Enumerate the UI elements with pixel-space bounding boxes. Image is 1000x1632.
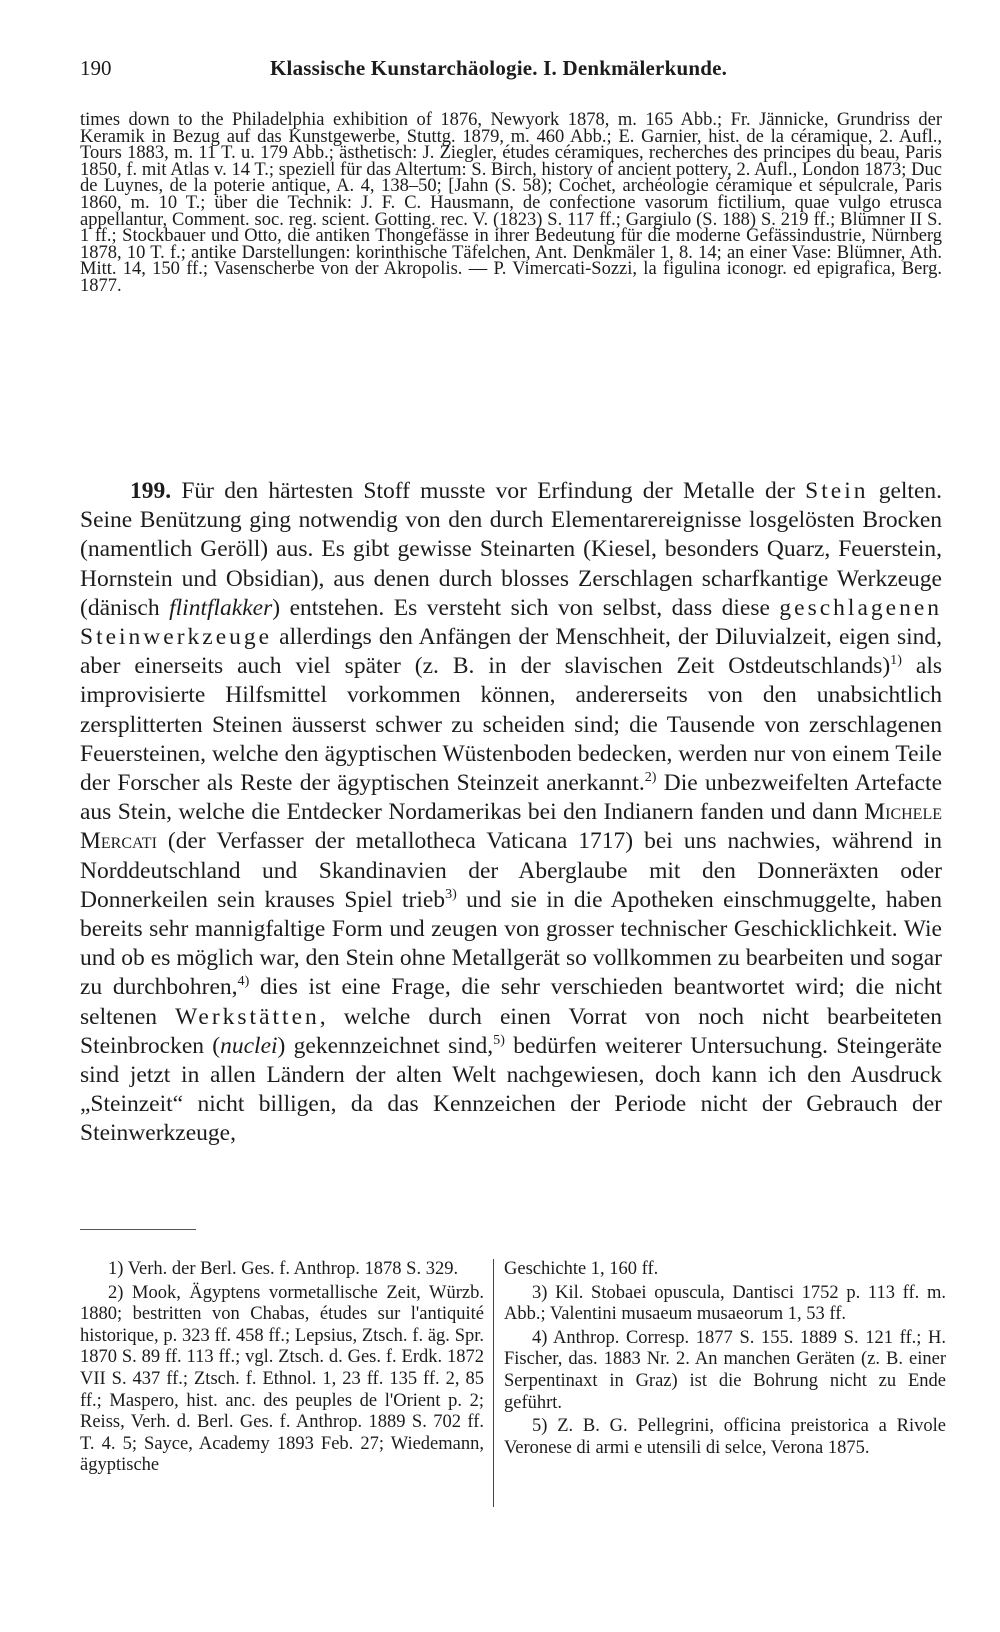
footnote-3: 3) Kil. Stobaei opuscula, Dantisci 1752 p. 113 ff. m. Abb.; Valentini musaeum musaeorum 1, 53 ff. [504, 1282, 946, 1325]
footnotes-left-column [80, 1259, 484, 1479]
text-segment: und sie in die Apotheken einschmuggelte, haben bereits sehr mannigfaltige Form und zeugen von grosser technischer Geschicklichkeit. Wie und ob es möglich war, den Stein ohne Metallgerät so vollkommen zu bearbeiten und sogar zu durchbohren, [80, 886, 942, 1001]
footnote-ref-3: 3) [445, 886, 457, 903]
page-header [80, 56, 940, 86]
name-michele-mercati: Michele Mercati [80, 799, 942, 855]
text-segment: , welche durch einen Vorrat von noch nicht bearbeiteten Steinbrocken ( [80, 1003, 942, 1059]
emphasis-stein: Stein [805, 478, 869, 504]
footnote-5: 5) Z. B. G. Pellegrini, officina preistorica a Rivole Veronese di armi e utensili di selce, Verona 1875. [504, 1416, 946, 1458]
text-segment: (der Verfasser der metallotheca Vaticana 1717) bei uns nachwies, während in Norddeutschland und Skandinavien der Aberglaube mit den Donneräxten oder Donnerkeilen sein krauses Spiel trieb [80, 828, 942, 913]
footnote-1: 1) Verh. der Berl. Ges. f. Anthrop. 1878 S. 329. [108, 1259, 459, 1279]
term-nuclei: nuclei [220, 1032, 278, 1059]
text-segment: allerdings den Anfängen der Menschheit, der Diluvialzeit, eigen sind, aber einerseits auch viel später (z. B. in der slavischen Zeit Ostdeutschlands) [80, 624, 942, 680]
text-segment: gelten. Seine Benützung ging notwendig von den durch Elementarereignisse losgelösten Brocken (namentlich Geröll) aus. Es gibt gewisse Steinarten (Kiesel, besonders Quarz, Feuerstein, Hornstein und Obsidian), aus denen durch blosses Zerschlagen scharfkantige Werkzeuge (dänisch [80, 478, 942, 621]
text-segment: dies ist eine Frage, die sehr verschieden beantwortet wird; die nicht seltenen [80, 974, 942, 1030]
footnotes-right-column [504, 1259, 946, 1461]
bibliography-text: times down to the Philadelphia exhibition of 1876, Newyork 1878, m. 165 Abb.; Fr. Jännicke, Grundriss der Keramik in Bezug auf das Kunstgewerbe, Stuttg. 1879, m. 460 Abb.; E. Garnier, hist. de la céramique, 2. Aufl., Tours 1883, m. 11 T. u. 179 Abb.; ästhetisch: J. Ziegler, études céramiques, recherches des principes du beau, Paris 1850, f. mit Atlas v. 14 T.; speziell für das Altertum: S. Birch, history of ancient pottery, 2. Aufl., London 1873; Duc de Luynes, de la poterie antique, A. 4, 138–50; [Jahn (S. 58); Cochet, archéologie céramique et sépulcrale, Paris 1860, m. 10 T.; über die Technik: J. F. C. Hausmann, de confectione vasorum fictilium, quae vulgo etrusca appellantur, Comment. soc. reg. scient. Gotting. rec. V. (1823) S. 117 ff.; Gargiulo (S. 188) S. 219 ff.; Blümner II S. 1 ff.; Stockbauer und Otto, die antiken Thongefässe in ihrer Bedeutung für die moderne Gefässindustrie, Nürnberg 1878, 10 T. f.; antike Darstellungen: korinthische Täfelchen, Ant. Denkmäler 1, 8. 14; an einer Vase: Blümner, Ath. Mitt. 14, 150 ff.; Vasenscherbe von der Akropolis. — P. Vimercati-Sozzi, la figulina iconogr. ed epigrafica, Berg. 1877. [80, 110, 942, 296]
term-flintflakker: flintflakker [169, 594, 273, 621]
footnote-ref-5: 5) [493, 1032, 505, 1049]
footnote-separator [80, 1229, 196, 1230]
footnote-ref-4: 4) [237, 973, 250, 990]
text-segment: Für den härtesten Stoff musste vor Erfindung der Metalle der [171, 478, 806, 504]
bibliography-block [80, 112, 942, 295]
footnote-ref-2: 2) [644, 769, 657, 786]
footnote-2-continuation: Geschichte 1, 160 ff. [504, 1259, 659, 1279]
column-divider [493, 1259, 494, 1507]
footnote-ref-1: 1) [890, 652, 902, 669]
footnote-4: 4) Anthrop. Corresp. 1877 S. 155. 1889 S. 121 ff.; H. Fischer, das. 1883 Nr. 2. An manchen Geräten (z. B. einer Serpentinaxt in Graz) ist die Bohrung nicht zu Ende geführt. [504, 1327, 946, 1413]
emphasis-werkstaetten: Werkstätten [175, 1003, 320, 1030]
section-number: 199. [130, 478, 172, 504]
emphasis-geschlagenen-steinwerkzeuge: geschlagenen Steinwerkzeuge [80, 594, 942, 651]
footnote-2: 2) Mook, Ägyptens vormetallische Zeit, Würzb. 1880; bestritten von Chabas, études sur l'antiquité historique, p. 323 ff. 458 ff.; Lepsius, Ztsch. f. äg. Spr. 1870 S. 89 ff. 113 ff.; vgl. Ztsch. d. Ges. f. Erdk. 1872 VII S. 437 ff.; Ztsch. f. Ethnol. 1, 23 ff. 135 ff. 2, 85 ff.; Maspero, hist. anc. des peuples de l'Orient p. 2; Reiss, Verh. d. Berl. Ges. f. Anthrop. 1889 S. 702 ff. T. 4. 5; Sayce, Academy 1893 Feb. 27; Wiedemann, ägyptische [80, 1282, 484, 1476]
main-text [80, 477, 942, 1149]
text-segment: Die unbezweifelten Artefacte aus Stein, welche die Entdecker Nordamerikas bei den Indianern fanden und dann [80, 770, 942, 826]
footnotes [80, 1259, 946, 1599]
section-199-paragraph [80, 477, 942, 1149]
running-head: Klassische Kunstarchäologie. I. Denkmälerkunde. [270, 56, 728, 80]
text-segment: als improvisierte Hilfsmittel vorkommen können, andererseits von den unabsichtlich zersplitterten Steinen äusserst schwer zu scheiden sind; die Tausende von zerschlagenen Feuersteinen, welche den ägyptischen Wüstenboden bedecken, werden nur von einem Teile der Forscher als Reste der ägyptischen Steinzeit anerkannt. [80, 653, 943, 797]
text-segment: ) entstehen. Es versteht sich von selbst, dass diese [272, 594, 780, 621]
text-segment: ) gekennzeichnet sind, [277, 1032, 494, 1059]
text-segment: bedürfen weiterer Untersuchung. Steingeräte sind jetzt in allen Ländern der alten Welt nachgewiesen, doch kann ich den Ausdruck „Steinzeit“ nicht billigen, da das Kennzeichen der Periode nicht der Gebrauch der Steinwerkzeuge, [80, 1032, 942, 1147]
page-number: 190 [80, 56, 112, 80]
